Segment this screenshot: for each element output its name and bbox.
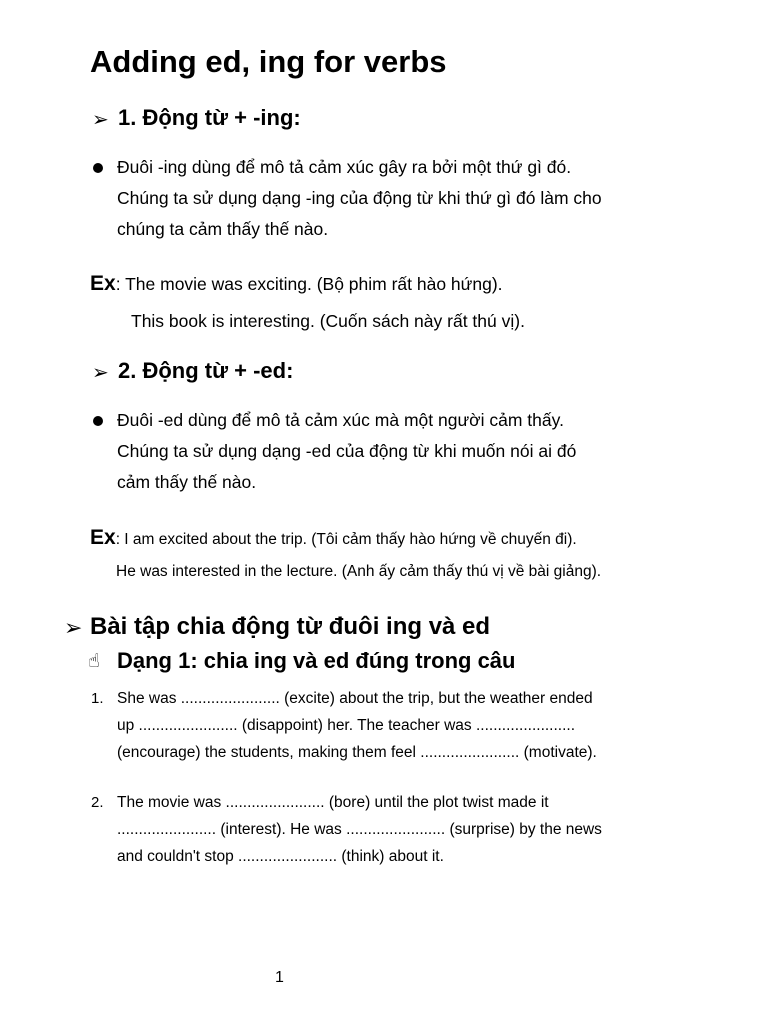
- example-label: Ex: [90, 526, 116, 549]
- arrow-bullet-icon: ➢: [92, 362, 109, 384]
- exercise-line: The movie was ....................... (bore) until the plot twist made it: [117, 794, 549, 811]
- bullet-icon: [93, 416, 103, 426]
- example-text: : I am excited about the trip. (Tôi cảm thấy hào hứng về chuyến đi).: [115, 531, 577, 548]
- example-label: Ex: [90, 272, 116, 295]
- exercise-line: ....................... (interest). He was ....................... (surprise) by the news: [117, 821, 602, 838]
- bullet-line: Chúng ta sử dụng dạng -ed của động từ khi muốn nói ai đó: [117, 441, 577, 461]
- section-heading: 2. Động từ + -ed:: [118, 358, 294, 383]
- example-line: [90, 526, 577, 550]
- example-line: [90, 272, 503, 296]
- exercise-number: 2.: [91, 794, 104, 811]
- bullet-icon: [93, 163, 103, 173]
- bullet-line: Đuôi -ed dùng để mô tả cảm xúc mà một người cảm thấy.: [117, 410, 564, 430]
- example-text: He was interested in the lecture. (Anh ấy cảm thấy thú vị về bài giảng).: [116, 563, 602, 580]
- page-number: 1: [275, 969, 284, 986]
- exercise-line: up ....................... (disappoint) her. The teacher was .......................: [117, 717, 576, 734]
- bullet-line: cảm thấy thế nào.: [117, 472, 257, 492]
- exercise-line: and couldn't stop ....................... (think) about it.: [117, 848, 444, 865]
- bullet-line: Đuôi -ing dùng để mô tả cảm xúc gây ra bởi một thứ gì đó.: [117, 157, 572, 177]
- arrow-bullet-icon: ➢: [92, 109, 109, 131]
- exercise-heading: Bài tập chia động từ đuôi ing và ed: [90, 613, 491, 640]
- example-text: This book is interesting. (Cuốn sách này rất thú vị).: [131, 311, 525, 331]
- page-title: Adding ed, ing for verbs: [90, 44, 447, 79]
- section-heading: 1. Động từ + -ing:: [118, 105, 301, 130]
- bullet-line: chúng ta cảm thấy thế nào.: [117, 219, 329, 239]
- arrow-bullet-icon: ➢: [64, 615, 83, 640]
- bullet-line: Chúng ta sử dụng dạng -ing của động từ khi thứ gì đó làm cho: [117, 188, 602, 208]
- exercise-line: She was ....................... (excite) about the trip, but the weather ended: [117, 690, 593, 707]
- exercise-line: (encourage) the students, making them feel ....................... (motivate).: [117, 744, 597, 761]
- exercise-number: 1.: [91, 690, 104, 707]
- example-text: : The movie was exciting. (Bộ phim rất hào hứng).: [115, 274, 503, 294]
- hand-pointer-icon: ☝: [88, 651, 100, 672]
- exercise-subheading: Dạng 1: chia ing và ed đúng trong câu: [117, 648, 516, 673]
